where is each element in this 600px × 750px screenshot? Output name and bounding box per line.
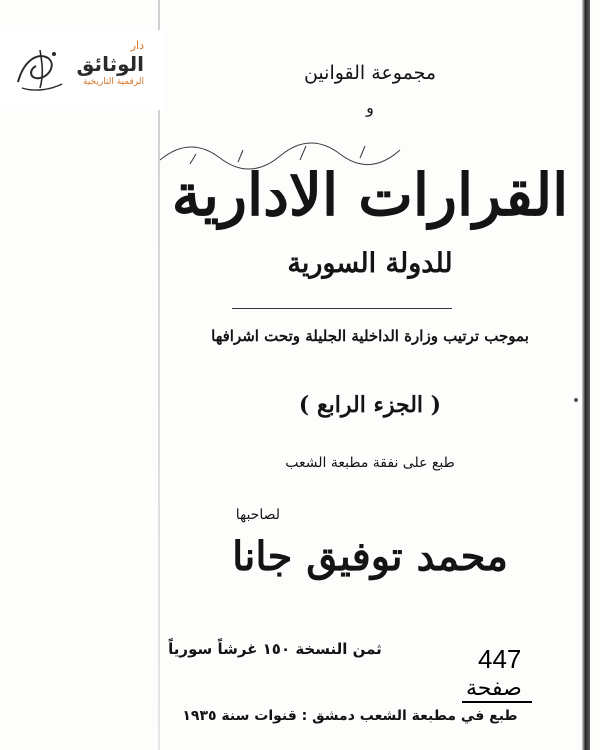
printed-at: طبع على نفقة مطبعة الشعب bbox=[285, 455, 455, 471]
watermark-text bbox=[77, 40, 144, 88]
ink-speck bbox=[574, 398, 578, 402]
footer-imprint: طبع في مطبعة الشعب دمشق : قنوات سنة ١٩٣٥ bbox=[182, 708, 518, 724]
publisher-name: محمد توفيق جانا bbox=[232, 533, 508, 580]
page-number-underline bbox=[462, 701, 532, 703]
owner-label: لصاحبها bbox=[235, 507, 280, 523]
page-label: صفحة bbox=[466, 676, 522, 701]
watermark-name: الوثائق bbox=[76, 52, 144, 76]
divider bbox=[232, 308, 452, 309]
price: ثمن النسخة ١٥٠ غرشاً سورياً bbox=[168, 640, 382, 658]
page-binding-edge bbox=[582, 0, 590, 750]
state-name: للدولة السورية bbox=[287, 248, 453, 279]
watermark-dar: دار bbox=[130, 39, 144, 52]
subtitle: بموجب ترتيب وزارة الداخلية الجليلة وتحت اشرافها bbox=[211, 327, 529, 345]
volume-label: ( الجزء الرابع ) bbox=[298, 392, 442, 418]
calligraphy-emblem-icon bbox=[10, 40, 70, 100]
watermark-subtitle: الرقمية التاريخية bbox=[82, 77, 144, 87]
main-title: القرارات الادارية bbox=[171, 161, 569, 229]
conjunction: و bbox=[366, 98, 374, 117]
watermark-logo bbox=[0, 30, 164, 110]
series-title: مجموعة القوانين bbox=[303, 62, 437, 84]
page-number: 447 bbox=[478, 644, 522, 674]
